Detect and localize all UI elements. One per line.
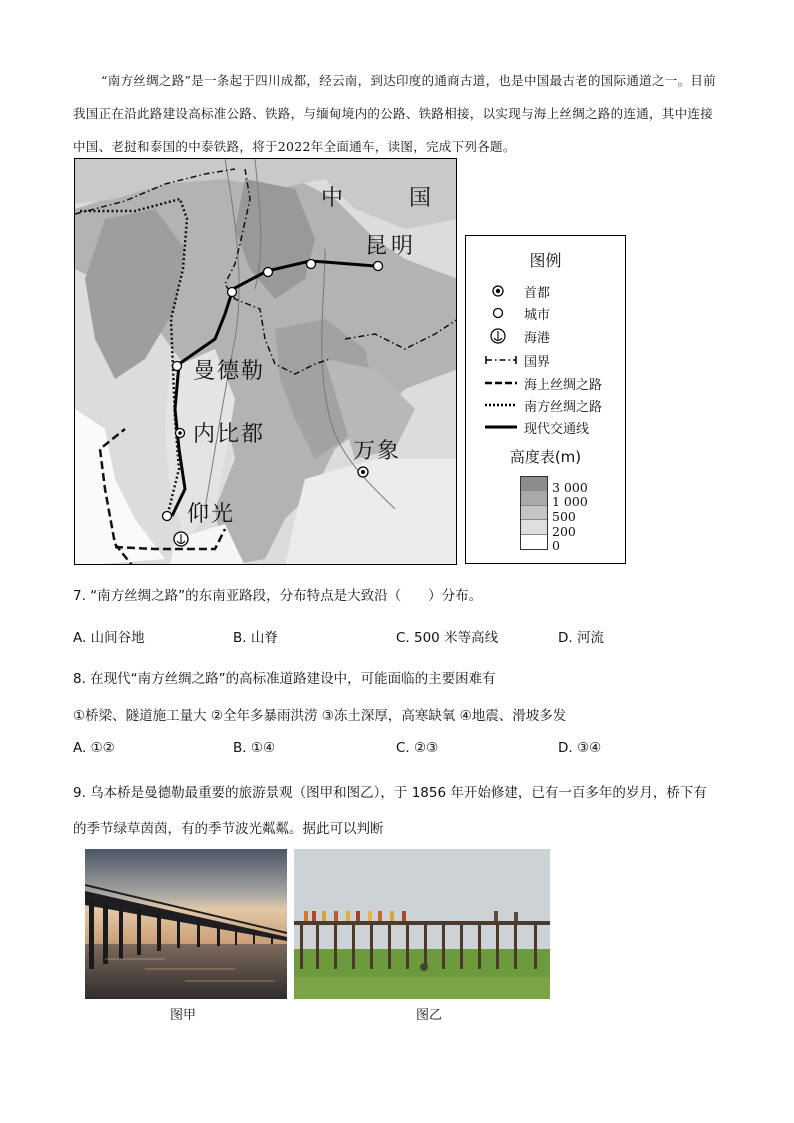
elevation-scale xyxy=(520,476,548,550)
question-8-stem: 8. 在现代“南方丝绸之路”的高标准道路建设中，可能面临的主要困难有 xyxy=(73,671,496,687)
q7-option-b[interactable]: B. 山脊 xyxy=(233,630,278,646)
scale-label: 0 xyxy=(552,538,560,553)
legend-capital: 首都 xyxy=(484,282,550,300)
map-label-yangon: 仰光 xyxy=(187,502,236,527)
map-legend xyxy=(465,235,626,564)
scale-label: 200 xyxy=(552,524,576,539)
scale-label: 1 000 xyxy=(552,494,588,509)
legend-southern-road: 南方丝绸之路 xyxy=(484,396,602,414)
kunming-marker xyxy=(374,262,383,271)
port-icon xyxy=(484,327,518,345)
legend-maritime-road: 海上丝绸之路 xyxy=(484,374,602,392)
q7-option-c[interactable]: C. 500 米等高线 xyxy=(396,630,499,646)
caption-jia: 图甲 xyxy=(170,1008,197,1023)
yangon-marker xyxy=(163,512,172,521)
legend-modern-line: 现代交通线 xyxy=(484,418,589,436)
photo-jia-ubein-bridge xyxy=(85,849,287,999)
q8-option-a[interactable]: A. ①② xyxy=(73,740,115,756)
dashed-line-icon xyxy=(484,374,518,392)
map-label-china-1: 中 xyxy=(321,186,344,211)
q8-option-c[interactable]: C. ②③ xyxy=(396,740,439,756)
map-figure xyxy=(74,158,457,565)
map-label-naypyidaw: 内比都 xyxy=(193,422,266,447)
q7-option-d[interactable]: D. 河流 xyxy=(558,630,604,646)
caption-yi: 图乙 xyxy=(416,1008,443,1023)
question-9-line1: 9. 乌本桥是曼德勒最重要的旅游景观（图甲和图乙），于 1856 年开始修建，已有一百多年的岁月，桥下有 xyxy=(73,785,707,801)
legend-port: 海港 xyxy=(484,327,550,345)
mandalay-marker xyxy=(173,362,182,371)
q8-option-d[interactable]: D. ③④ xyxy=(558,740,602,756)
question-7-stem: 7. “南方丝绸之路”的东南亚路段，分布特点是大致沿（ ）分布。 xyxy=(73,588,483,604)
map-label-vientiane: 万象 xyxy=(353,439,402,464)
border-line-icon xyxy=(484,351,518,369)
map-label-china-2: 国 xyxy=(409,186,432,211)
city-icon xyxy=(484,304,518,322)
photo-yi-ubein-bridge xyxy=(294,849,550,999)
terrain-map xyxy=(75,159,457,565)
intro-paragraph: “南方丝绸之路”是一条起于四川成都，经云南，到达印度的通商古道，也是中国最古老的国际通道之一。目前我国正在沿此路建设高标准公路、铁路，与缅甸境内的公路、铁路相接，以实现与海上丝绸之路的连通，其中连接中国、老挝和泰国的中泰铁路，将于2022年全面通车，读图，完成下列各题。 xyxy=(73,73,716,154)
legend-title: 图例 xyxy=(529,251,562,270)
scale-label: 3 000 xyxy=(552,480,588,495)
capital-icon xyxy=(484,282,518,300)
elevation-scale-title: 高度表(m) xyxy=(509,448,582,466)
dotted-line-icon xyxy=(484,396,518,414)
question-8-items: ①桥梁、隧道施工量大 ②全年多暴雨洪涝 ③冻土深厚，高寒缺氧 ④地震、滑坡多发 xyxy=(73,708,567,724)
q8-option-b[interactable]: B. ①④ xyxy=(233,740,276,756)
solid-line-icon xyxy=(484,418,518,436)
legend-border: 国界 xyxy=(484,351,550,369)
question-9-line2: 的季节绿草茵茵，有的季节波光粼粼。据此可以判断 xyxy=(73,821,384,837)
scale-label: 500 xyxy=(552,509,576,524)
legend-city: 城市 xyxy=(484,304,550,322)
map-label-kunming: 昆明 xyxy=(365,234,418,259)
map-label-mandalay: 曼德勒 xyxy=(193,359,266,384)
q7-option-a[interactable]: A. 山间谷地 xyxy=(73,630,145,646)
